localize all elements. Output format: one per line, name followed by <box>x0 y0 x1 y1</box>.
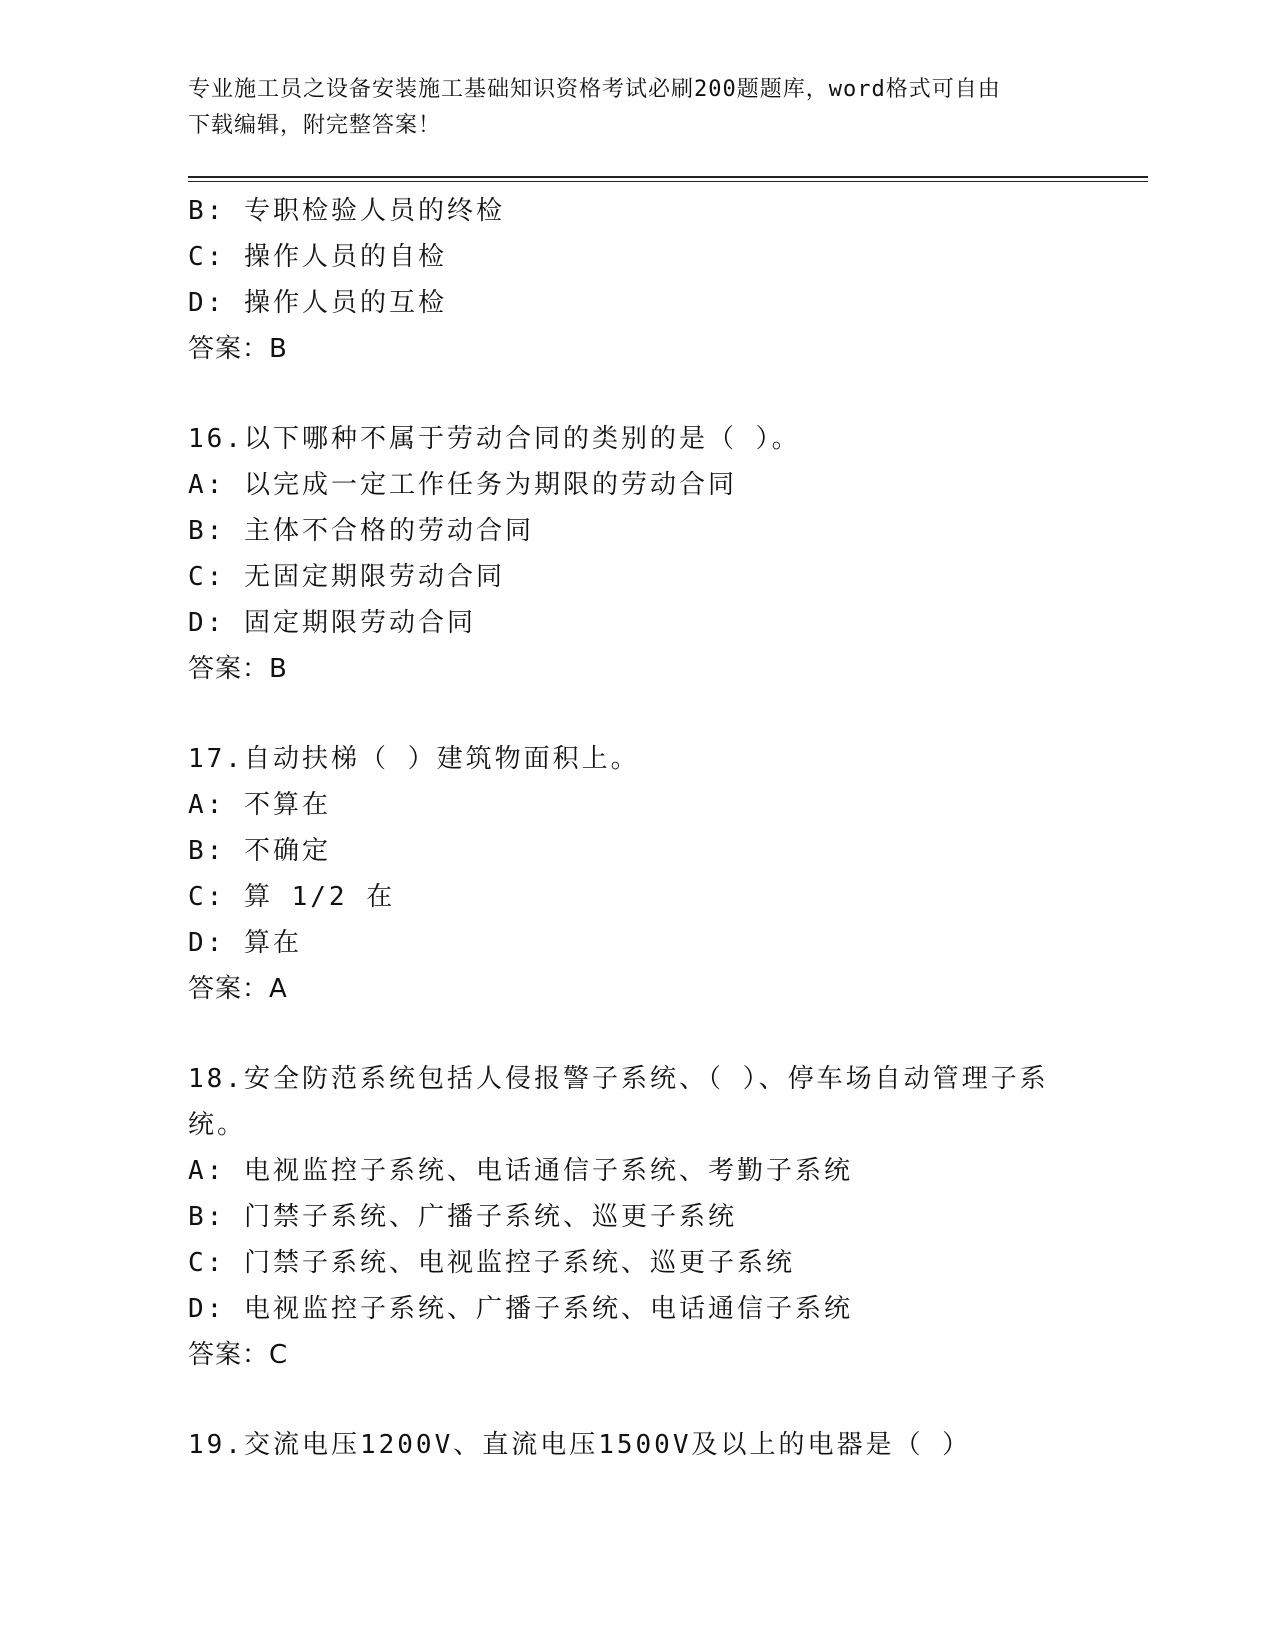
header-rule-thin <box>188 181 1148 182</box>
question-text-line-2: 统。 <box>188 1110 247 1140</box>
option-d: D: 算在 <box>188 928 302 958</box>
option-b: B: 不确定 <box>188 836 331 866</box>
option-c: C: 门禁子系统、电视监控子系统、巡更子系统 <box>188 1248 795 1278</box>
option-c: C: 算 1/2 在 <box>188 882 396 912</box>
spacer <box>188 1378 1088 1422</box>
header-title-line-1: 专业施工员之设备安装施工基础知识资格考试必刷200题题库，word格式可自由 <box>188 77 1001 102</box>
question-block-17 <box>188 736 1088 1012</box>
header-rule-thick <box>188 176 1148 178</box>
option-a: A: 不算在 <box>188 790 331 820</box>
option-c: C: 操作人员的自检 <box>188 242 447 272</box>
option-b: B: 专职检验人员的终检 <box>188 196 505 226</box>
answer-line: 答案：B <box>188 334 288 364</box>
question-block-15 <box>188 188 1088 372</box>
option-d: D: 操作人员的互检 <box>188 288 447 318</box>
question-text: 19.交流电压1200V、直流电压1500V及以上的电器是（ ） <box>188 1430 972 1460</box>
option-d: D: 电视监控子系统、广播子系统、电话通信子系统 <box>188 1294 853 1324</box>
answer-line: 答案：A <box>188 974 288 1004</box>
question-block-19 <box>188 1422 1088 1468</box>
spacer <box>188 1012 1088 1056</box>
option-a: A: 电视监控子系统、电话通信子系统、考勤子系统 <box>188 1156 853 1186</box>
question-text: 16.以下哪种不属于劳动合同的类别的是（ ）。 <box>188 424 801 454</box>
question-block-16 <box>188 416 1088 692</box>
answer-line: 答案：C <box>188 1340 289 1370</box>
document-header <box>188 72 1068 144</box>
option-b: B: 主体不合格的劳动合同 <box>188 516 534 546</box>
spacer <box>188 692 1088 736</box>
option-d: D: 固定期限劳动合同 <box>188 608 476 638</box>
answer-line: 答案：B <box>188 654 288 684</box>
question-text-line-1: 18.安全防范系统包括人侵报警子系统、（ ）、停车场自动管理子系 <box>188 1064 1049 1094</box>
spacer <box>188 372 1088 416</box>
option-a: A: 以完成一定工作任务为期限的劳动合同 <box>188 470 737 500</box>
question-list <box>188 188 1088 1468</box>
option-b: B: 门禁子系统、广播子系统、巡更子系统 <box>188 1202 737 1232</box>
question-text: 17.自动扶梯（ ）建筑物面积上。 <box>188 744 640 774</box>
question-block-18 <box>188 1056 1088 1378</box>
header-title-line-2: 下载编辑，附完整答案！ <box>188 113 442 138</box>
option-c: C: 无固定期限劳动合同 <box>188 562 505 592</box>
